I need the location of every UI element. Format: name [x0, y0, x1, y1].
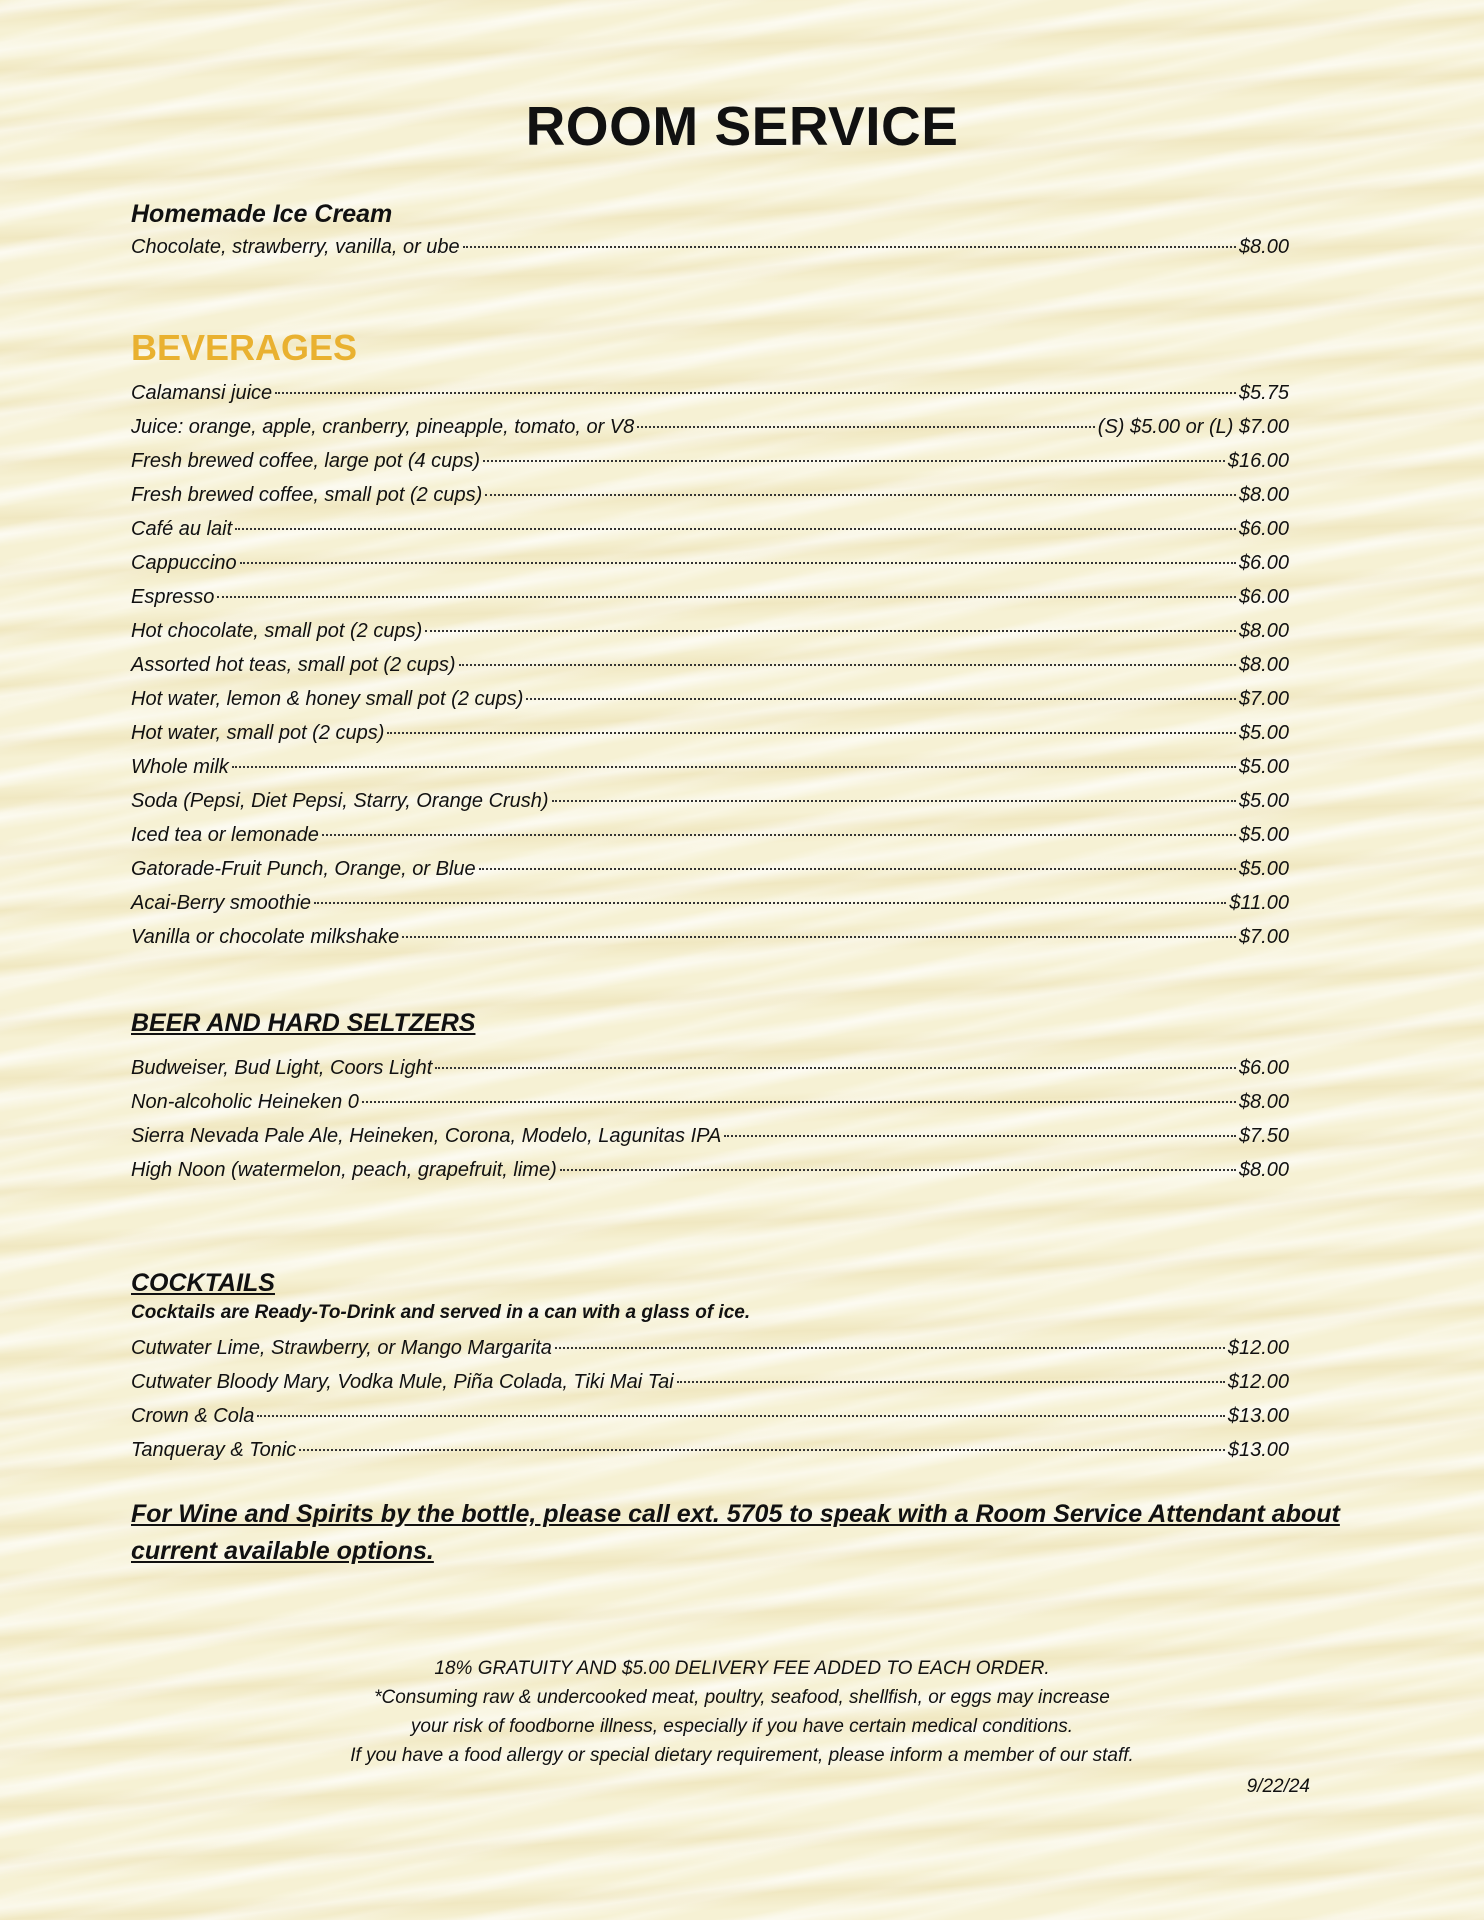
footer-line: *Consuming raw & undercooked meat, poultry, seafood, shellfish, or eggs may increase	[374, 1687, 1110, 1708]
menu-item-name: Gatorade-Fruit Punch, Orange, or Blue	[131, 858, 476, 880]
footer-line: your risk of foodborne illness, especially if you have certain medical conditions.	[410, 1716, 1074, 1737]
menu-item	[131, 410, 1289, 444]
dot-leader	[322, 834, 1236, 836]
dot-leader	[402, 936, 1236, 938]
dot-leader	[459, 664, 1236, 666]
dot-leader	[275, 392, 1236, 394]
menu-item-price: $5.00	[1238, 824, 1289, 846]
menu-item	[131, 376, 1289, 410]
menu-item-price: $5.75	[1238, 382, 1289, 404]
menu-item-price: $11.00	[1229, 892, 1289, 914]
menu-item-name: Iced tea or lemonade	[131, 824, 319, 846]
beer-list	[131, 1051, 1289, 1187]
menu-item	[131, 1085, 1289, 1119]
menu-item	[131, 1153, 1289, 1187]
menu-item-price: $13.00	[1227, 1405, 1289, 1427]
dot-leader	[425, 630, 1236, 632]
menu-item-name: Calamansi juice	[131, 382, 273, 404]
menu-item	[131, 1365, 1289, 1399]
cocktails-note: Cocktails are Ready-To-Drink and served in a can with a glass of ice.	[131, 1302, 751, 1323]
menu-item	[131, 886, 1289, 920]
dot-leader	[232, 766, 1236, 768]
menu-item	[131, 920, 1289, 954]
dot-leader	[314, 902, 1226, 904]
dot-leader	[435, 1067, 1236, 1069]
beverages-heading: BEVERAGES	[131, 327, 358, 368]
cocktails-list	[131, 1331, 1289, 1467]
menu-item	[131, 478, 1289, 512]
menu-item	[131, 682, 1289, 716]
menu-item	[131, 852, 1289, 886]
page-title: ROOM SERVICE	[525, 95, 959, 157]
menu-item-name: Whole milk	[131, 756, 229, 778]
menu-item	[131, 614, 1289, 648]
dot-leader	[362, 1101, 1236, 1103]
menu-date: 9/22/24	[1246, 1776, 1310, 1797]
dot-leader	[479, 868, 1236, 870]
dot-leader	[560, 1169, 1236, 1171]
menu-item-price: $7.00	[1238, 926, 1289, 948]
menu-item-price: $8.00	[1238, 654, 1289, 676]
dot-leader	[217, 596, 1236, 598]
dot-leader	[637, 426, 1095, 428]
menu-item-price: $12.00	[1227, 1337, 1289, 1359]
menu-item-price: $5.00	[1238, 756, 1289, 778]
menu-item	[131, 1331, 1289, 1365]
menu-item-price: $8.00	[1238, 236, 1289, 258]
menu-item-name: Budweiser, Bud Light, Coors Light	[131, 1057, 433, 1079]
beer-section	[131, 1007, 1289, 1187]
menu-item	[131, 716, 1289, 750]
menu-item-name: Hot water, lemon & honey small pot (2 cups)	[131, 688, 524, 710]
wine-spirits-callout: For Wine and Spirits by the bottle, please call ext. 5705 to speak with a Room Service Attendant about current available options.	[131, 1500, 1340, 1565]
menu-item-name: Cutwater Bloody Mary, Vodka Mule, Piña Colada, Tiki Mai Tai	[131, 1371, 674, 1393]
dot-leader	[677, 1381, 1225, 1383]
dot-leader	[724, 1135, 1236, 1137]
dot-leader	[526, 698, 1236, 700]
menu-item	[131, 580, 1289, 614]
menu-item-price: $6.00	[1238, 1057, 1289, 1079]
menu-item-price: $6.00	[1238, 586, 1289, 608]
menu-item-price: $8.00	[1238, 620, 1289, 642]
dot-leader	[257, 1415, 1224, 1417]
menu-item-price: $6.00	[1238, 518, 1289, 540]
dot-leader	[483, 460, 1225, 462]
menu-item-name: Sierra Nevada Pale Ale, Heineken, Corona, Modelo, Lagunitas IPA	[131, 1125, 722, 1147]
menu-item-name: High Noon (watermelon, peach, grapefruit, lime)	[131, 1159, 557, 1181]
dot-leader	[240, 562, 1236, 564]
menu-item	[131, 784, 1289, 818]
menu-item-name: Fresh brewed coffee, large pot (4 cups)	[131, 450, 481, 472]
menu-item-name: Hot chocolate, small pot (2 cups)	[131, 620, 423, 642]
menu-item-name: Chocolate, strawberry, vanilla, or ube	[131, 236, 460, 258]
ice-cream-list	[131, 230, 1289, 264]
dot-leader	[235, 528, 1236, 530]
menu-item-name: Vanilla or chocolate milkshake	[131, 926, 400, 948]
menu-item-price: $5.00	[1238, 790, 1289, 812]
dot-leader	[552, 800, 1236, 802]
menu-item-price: $6.00	[1238, 552, 1289, 574]
menu-item-price: $16.00	[1227, 450, 1289, 472]
menu-item-price: $12.00	[1227, 1371, 1289, 1393]
menu-item-price: $5.00	[1238, 858, 1289, 880]
footer-notice	[0, 1654, 1484, 1770]
dot-leader	[463, 246, 1236, 248]
menu-item-price: $8.00	[1238, 1159, 1289, 1181]
menu-item	[131, 444, 1289, 478]
menu-item-name: Espresso	[131, 586, 215, 608]
footer-line: If you have a food allergy or special dietary requirement, please inform a member of our staff.	[350, 1745, 1134, 1766]
menu-item	[131, 1051, 1289, 1085]
menu-item-name: Assorted hot teas, small pot (2 cups)	[131, 654, 456, 676]
menu-item	[131, 818, 1289, 852]
menu-item-price: $13.00	[1227, 1439, 1289, 1461]
menu-item-price: $8.00	[1238, 1091, 1289, 1113]
footer-line: 18% GRATUITY AND $5.00 DELIVERY FEE ADDED TO EACH ORDER.	[434, 1658, 1050, 1679]
menu-item-price: $7.00	[1238, 688, 1289, 710]
beverages-section	[131, 326, 1289, 954]
ice-cream-section	[131, 198, 1289, 264]
dot-leader	[299, 1449, 1225, 1451]
menu-item-name: Soda (Pepsi, Diet Pepsi, Starry, Orange Crush)	[131, 790, 549, 812]
menu-item-name: Crown & Cola	[131, 1405, 255, 1427]
menu-item-name: Acai-Berry smoothie	[131, 892, 312, 914]
beverages-list	[131, 376, 1289, 954]
menu-item-name: Tanqueray & Tonic	[131, 1439, 297, 1461]
dot-leader	[485, 494, 1236, 496]
menu-item	[131, 648, 1289, 682]
menu-item-price: $5.00	[1238, 722, 1289, 744]
beer-heading: BEER AND HARD SELTZERS	[131, 1009, 476, 1037]
menu-item-name: Fresh brewed coffee, small pot (2 cups)	[131, 484, 483, 506]
ice-cream-heading: Homemade Ice Cream	[131, 200, 393, 228]
cocktails-heading: COCKTAILS	[131, 1269, 275, 1297]
menu-item-name: Juice: orange, apple, cranberry, pineapple, tomato, or V8	[131, 416, 635, 438]
menu-item-name: Cutwater Lime, Strawberry, or Mango Margarita	[131, 1337, 552, 1359]
menu-item	[131, 230, 1289, 264]
menu-item-name: Café au lait	[131, 518, 233, 540]
dot-leader	[555, 1347, 1225, 1349]
dot-leader	[387, 732, 1236, 734]
menu-item	[131, 546, 1289, 580]
menu-item	[131, 1433, 1289, 1467]
menu-item-name: Cappuccino	[131, 552, 237, 574]
menu-item-price: $8.00	[1238, 484, 1289, 506]
menu-item-price: (S) $5.00 or (L) $7.00	[1097, 416, 1289, 438]
menu-item	[131, 512, 1289, 546]
menu-item	[131, 1399, 1289, 1433]
cocktails-section	[131, 1267, 1289, 1467]
menu-item-price: $7.50	[1238, 1125, 1289, 1147]
menu-item	[131, 750, 1289, 784]
menu-item	[131, 1119, 1289, 1153]
menu-item-name: Non-alcoholic Heineken 0	[131, 1091, 359, 1113]
menu-item-name: Hot water, small pot (2 cups)	[131, 722, 385, 744]
